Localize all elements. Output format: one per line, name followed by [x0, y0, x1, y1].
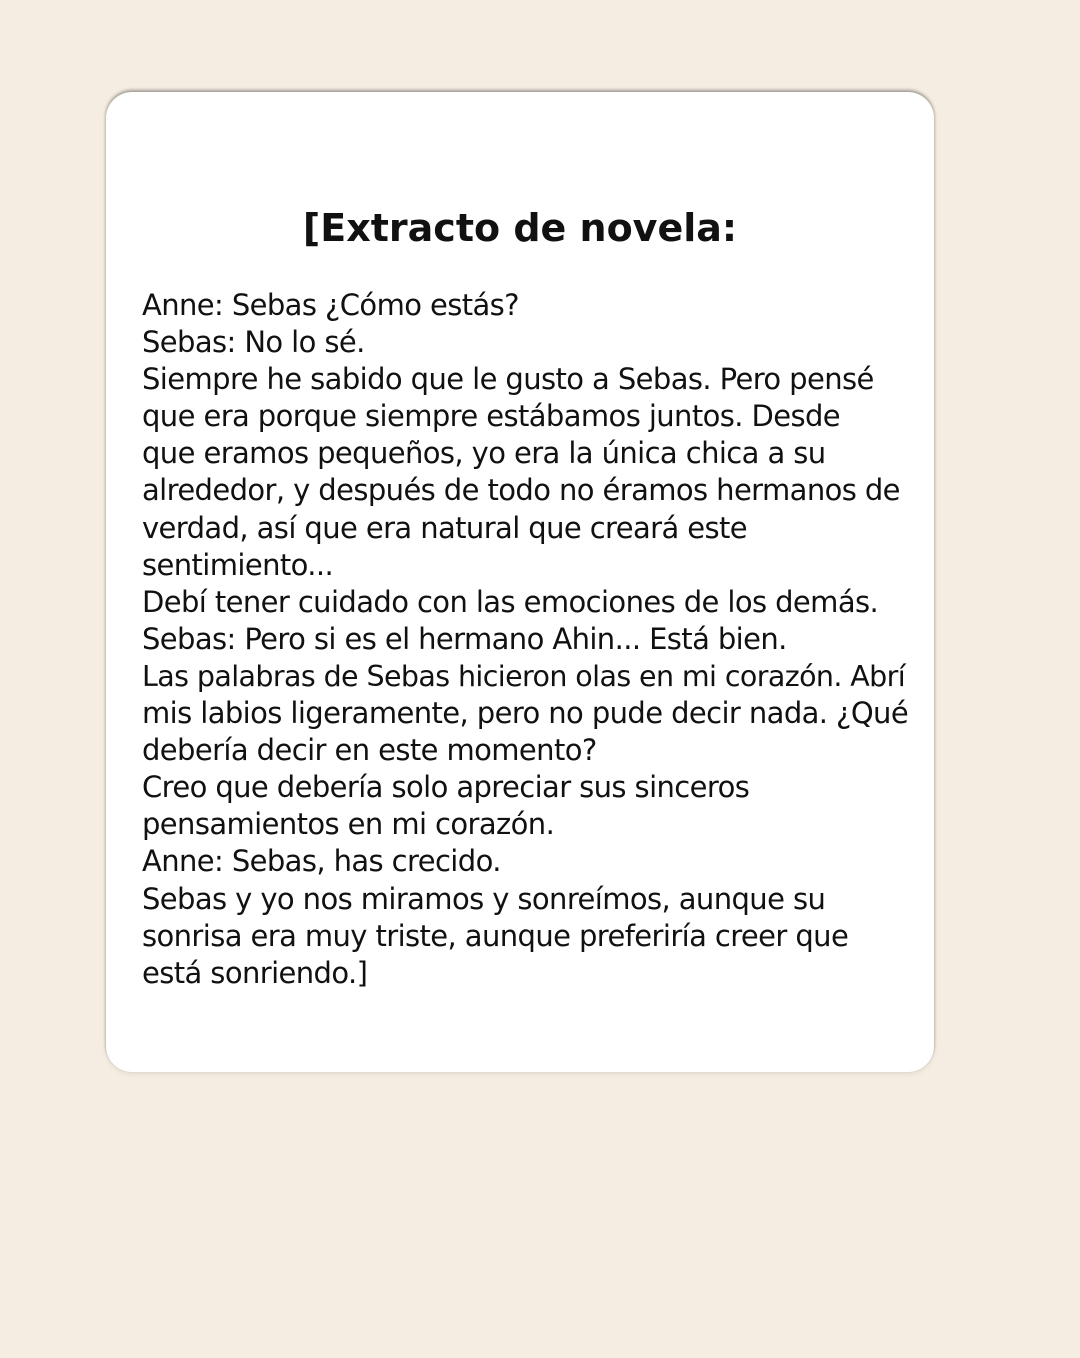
excerpt-line: sentimiento... [142, 547, 334, 582]
excerpt-line: Sebas: Pero si es el hermano Ahin... Está bien. [142, 621, 787, 656]
excerpt-line: verdad, así que era natural que creará este [142, 510, 748, 545]
excerpt-line: que eramos pequeños, yo era la única chica a su [142, 436, 826, 471]
excerpt-line: Las palabras de Sebas hicieron olas en mi corazón. Abrí [142, 659, 906, 693]
excerpt-line: pensamientos en mi corazón. [142, 807, 555, 842]
excerpt-line: Debí tener cuidado con las emociones de los demás. [142, 584, 879, 619]
excerpt-title: [Extracto de novela: [302, 206, 738, 250]
excerpt-line: Creo que debería solo apreciar sus sinceros [142, 770, 750, 805]
excerpt-line: está sonriendo.] [142, 955, 368, 990]
excerpt-line: sonrisa era muy triste, aunque preferiría creer que [142, 918, 849, 953]
excerpt-line: Anne: Sebas ¿Cómo estás? [142, 288, 519, 322]
excerpt-line: mis labios ligeramente, pero no pude decir nada. ¿Qué [142, 696, 909, 731]
excerpt-line: debería decir en este momento? [142, 733, 597, 768]
excerpt-line: Siempre he sabido que le gusto a Sebas. Pero pensé [142, 362, 874, 397]
excerpt-line: Sebas y yo nos miramos y sonreímos, aunque su [142, 881, 826, 916]
excerpt-body [142, 287, 912, 992]
excerpt-line: Sebas: No lo sé. [142, 325, 365, 360]
excerpt-line: alrededor, y después de todo no éramos hermanos de [142, 473, 900, 508]
excerpt-line: que era porque siempre estábamos juntos. Desde [142, 399, 841, 434]
excerpt-line: Anne: Sebas, has crecido. [142, 844, 501, 879]
